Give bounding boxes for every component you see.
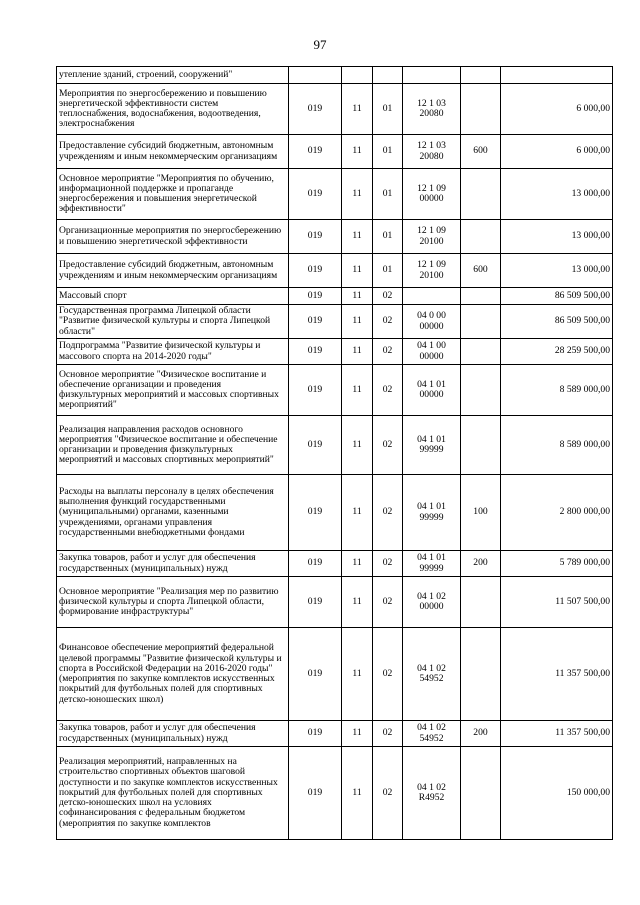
- expense-type-cell: [461, 169, 501, 220]
- subsection-code-cell: 02: [373, 628, 403, 721]
- expense-type-cell: [461, 416, 501, 475]
- grbs-code-cell: 019: [289, 135, 342, 169]
- table-row: [57, 339, 613, 365]
- grbs-code-cell: 019: [289, 416, 342, 475]
- grbs-code-cell: 019: [289, 220, 342, 254]
- expense-name-cell: Основное мероприятие "Мероприятия по обучению, информационной поддержке и пропаганде энергосбережения и повышения энергетической эффективности": [57, 169, 289, 220]
- subsection-code-cell: [373, 67, 403, 84]
- grbs-code-cell: 019: [289, 628, 342, 721]
- section-code-cell: 11: [342, 84, 373, 135]
- amount-cell: 28 259 500,00: [501, 339, 613, 365]
- target-article-cell: 12 1 03 20080: [403, 84, 461, 135]
- expense-type-cell: 600: [461, 254, 501, 288]
- expense-type-cell: 200: [461, 551, 501, 577]
- grbs-code-cell: 019: [289, 577, 342, 628]
- table-row: [57, 475, 613, 551]
- grbs-code-cell: 019: [289, 305, 342, 339]
- subsection-code-cell: 01: [373, 220, 403, 254]
- expense-name-cell: Финансовое обеспечение мероприятий федеральной целевой программы "Развитие физической культуры и спорта в Российской Федерации на 2016-2020 годы" (мероприятия по закупке комплектов искусственных покрытий для футбольных полей для спортивных детско-юношеских школ): [57, 628, 289, 721]
- amount-cell: 13 000,00: [501, 254, 613, 288]
- subsection-code-cell: 01: [373, 135, 403, 169]
- subsection-code-cell: 02: [373, 416, 403, 475]
- table-row: [57, 628, 613, 721]
- expense-name-cell: Государственная программа Липецкой области "Развитие физической культуры и спорта Липецкой области": [57, 305, 289, 339]
- expense-type-cell: 200: [461, 721, 501, 747]
- expense-name-cell: Закупка товаров, работ и услуг для обеспечения государственных (муниципальных) нужд: [57, 551, 289, 577]
- expense-name-cell: утепление зданий, строений, сооружений": [57, 67, 289, 84]
- section-code-cell: 11: [342, 365, 373, 416]
- subsection-code-cell: 02: [373, 288, 403, 305]
- grbs-code-cell: 019: [289, 169, 342, 220]
- amount-cell: 8 589 000,00: [501, 365, 613, 416]
- target-article-cell: [403, 288, 461, 305]
- expense-type-cell: [461, 220, 501, 254]
- grbs-code-cell: 019: [289, 84, 342, 135]
- target-article-cell: 12 1 09 20100: [403, 254, 461, 288]
- target-article-cell: 04 1 02 54952: [403, 628, 461, 721]
- expense-type-cell: [461, 67, 501, 84]
- table-row: [57, 365, 613, 416]
- amount-cell: 150 000,00: [501, 747, 613, 840]
- table-row: [57, 288, 613, 305]
- amount-cell: [501, 67, 613, 84]
- subsection-code-cell: 02: [373, 339, 403, 365]
- section-code-cell: 11: [342, 288, 373, 305]
- grbs-code-cell: 019: [289, 288, 342, 305]
- target-article-cell: 04 1 02 R4952: [403, 747, 461, 840]
- expense-type-cell: [461, 577, 501, 628]
- target-article-cell: 04 1 00 00000: [403, 339, 461, 365]
- table-row: [57, 67, 613, 84]
- expense-name-cell: Организационные мероприятия по энергосбережению и повышению энергетической эффективности: [57, 220, 289, 254]
- grbs-code-cell: 019: [289, 365, 342, 416]
- section-code-cell: 11: [342, 135, 373, 169]
- section-code-cell: 11: [342, 339, 373, 365]
- subsection-code-cell: 01: [373, 169, 403, 220]
- subsection-code-cell: 02: [373, 577, 403, 628]
- subsection-code-cell: 02: [373, 475, 403, 551]
- section-code-cell: 11: [342, 416, 373, 475]
- grbs-code-cell: 019: [289, 475, 342, 551]
- target-article-cell: 04 1 02 54952: [403, 721, 461, 747]
- expense-type-cell: [461, 365, 501, 416]
- expense-name-cell: Мероприятия по энергосбережению и повышению энергетической эффективности систем теплоснабжения, водоснабжения, водоотведения, электроснабжения: [57, 84, 289, 135]
- section-code-cell: 11: [342, 721, 373, 747]
- target-article-cell: 12 1 09 00000: [403, 169, 461, 220]
- amount-cell: 11 357 500,00: [501, 628, 613, 721]
- amount-cell: 8 589 000,00: [501, 416, 613, 475]
- expense-name-cell: Расходы на выплаты персоналу в целях обеспечения выполнения функций государственными (муниципальными) органами, казенными учреждениями, органами управления государственными внебюджетными фондами: [57, 475, 289, 551]
- table-row: [57, 416, 613, 475]
- amount-cell: 6 000,00: [501, 135, 613, 169]
- grbs-code-cell: 019: [289, 551, 342, 577]
- table-row: [57, 220, 613, 254]
- grbs-code-cell: [289, 67, 342, 84]
- subsection-code-cell: 01: [373, 254, 403, 288]
- expense-name-cell: Предоставление субсидий бюджетным, автономным учреждениям и иным некоммерческим организациям: [57, 135, 289, 169]
- subsection-code-cell: 02: [373, 721, 403, 747]
- expense-name-cell: Закупка товаров, работ и услуг для обеспечения государственных (муниципальных) нужд: [57, 721, 289, 747]
- section-code-cell: 11: [342, 305, 373, 339]
- expense-type-cell: [461, 628, 501, 721]
- table-row: [57, 747, 613, 840]
- section-code-cell: 11: [342, 577, 373, 628]
- expense-type-cell: [461, 288, 501, 305]
- amount-cell: 5 789 000,00: [501, 551, 613, 577]
- subsection-code-cell: 02: [373, 365, 403, 416]
- target-article-cell: 04 0 00 00000: [403, 305, 461, 339]
- expense-type-cell: [461, 339, 501, 365]
- amount-cell: 11 507 500,00: [501, 577, 613, 628]
- table-row: [57, 254, 613, 288]
- expense-name-cell: Реализация мероприятий, направленных на строительство спортивных объектов шаговой доступности и по закупке комплектов искусственных покрытий для футбольных полей для спортивных детско-юношеских школ на условиях софинансирования с федеральным бюджетом (мероприятия по закупке комплектов: [57, 747, 289, 840]
- expense-type-cell: 600: [461, 135, 501, 169]
- expense-name-cell: Реализация направления расходов основного мероприятия "Физическое воспитание и обеспечение организации и проведения физкультурных мероприятий и массовых спортивных мероприятий": [57, 416, 289, 475]
- section-code-cell: 11: [342, 747, 373, 840]
- table-row: [57, 721, 613, 747]
- table-row: [57, 135, 613, 169]
- amount-cell: 86 509 500,00: [501, 305, 613, 339]
- section-code-cell: [342, 67, 373, 84]
- amount-cell: 2 800 000,00: [501, 475, 613, 551]
- expense-type-cell: 100: [461, 475, 501, 551]
- expense-type-cell: [461, 84, 501, 135]
- section-code-cell: 11: [342, 220, 373, 254]
- amount-cell: 86 509 500,00: [501, 288, 613, 305]
- grbs-code-cell: 019: [289, 747, 342, 840]
- table-row: [57, 577, 613, 628]
- grbs-code-cell: 019: [289, 721, 342, 747]
- target-article-cell: [403, 67, 461, 84]
- target-article-cell: 04 1 01 99999: [403, 551, 461, 577]
- target-article-cell: 04 1 01 00000: [403, 365, 461, 416]
- expense-name-cell: Предоставление субсидий бюджетным, автономным учреждениям и иным некоммерческим организациям: [57, 254, 289, 288]
- grbs-code-cell: 019: [289, 339, 342, 365]
- table-row: [57, 84, 613, 135]
- target-article-cell: 04 1 02 00000: [403, 577, 461, 628]
- subsection-code-cell: 02: [373, 551, 403, 577]
- amount-cell: 13 000,00: [501, 220, 613, 254]
- target-article-cell: 12 1 03 20080: [403, 135, 461, 169]
- section-code-cell: 11: [342, 169, 373, 220]
- table-row: [57, 551, 613, 577]
- target-article-cell: 04 1 01 99999: [403, 475, 461, 551]
- subsection-code-cell: 02: [373, 305, 403, 339]
- expense-name-cell: Подпрограмма "Развитие физической культуры и массового спорта на 2014-2020 годы": [57, 339, 289, 365]
- expense-name-cell: Массовый спорт: [57, 288, 289, 305]
- amount-cell: 11 357 500,00: [501, 721, 613, 747]
- budget-table: [56, 66, 613, 840]
- amount-cell: 13 000,00: [501, 169, 613, 220]
- section-code-cell: 11: [342, 475, 373, 551]
- target-article-cell: 12 1 09 20100: [403, 220, 461, 254]
- subsection-code-cell: 01: [373, 84, 403, 135]
- table-row: [57, 169, 613, 220]
- section-code-cell: 11: [342, 628, 373, 721]
- page-number: 97: [313, 37, 327, 52]
- expense-type-cell: [461, 747, 501, 840]
- expense-type-cell: [461, 305, 501, 339]
- table-row: [57, 305, 613, 339]
- subsection-code-cell: 02: [373, 747, 403, 840]
- section-code-cell: 11: [342, 254, 373, 288]
- section-code-cell: 11: [342, 551, 373, 577]
- expense-name-cell: Основное мероприятие "Физическое воспитание и обеспечение организации и проведения физкультурных мероприятий и массовых спортивных мероприятий": [57, 365, 289, 416]
- target-article-cell: 04 1 01 99999: [403, 416, 461, 475]
- table-body: [57, 67, 613, 840]
- amount-cell: 6 000,00: [501, 84, 613, 135]
- grbs-code-cell: 019: [289, 254, 342, 288]
- expense-name-cell: Основное мероприятие "Реализация мер по развитию физической культуры и спорта Липецкой области, формирование инфраструктуры": [57, 577, 289, 628]
